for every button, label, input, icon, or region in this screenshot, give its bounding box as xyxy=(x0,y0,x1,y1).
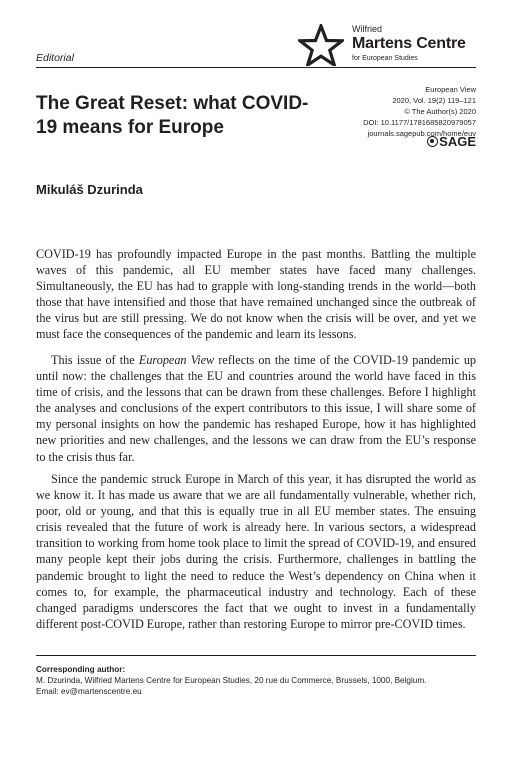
body-paragraph-3: Since the pandemic struck Europe in March of this year, it has disrupted the world as we know it. It has made us aware that we are all fundamentally vulnerable, whether rich, poor, old or young, and that this is equally true in all EU member states. The ensuing crisis revealed that the future of work is already here. In various sectors, a widespread transition to working from home took place to limit the spread of COVID-19, and ensured many people kept their jobs during the crisis. Furthermore, challenges in battling the pandemic brought to light the need to reduce the West’s dependency on China when it comes to, for example, the pharmaceutical industry and technology. Each of these changed paradigms underscores the fact that we ought to invest in a fundamentally different post-COVID Europe, rather than restoring Europe to mirror pre-COVID times. xyxy=(36,472,476,631)
section-label: Editorial xyxy=(36,52,74,64)
p2-rest: reflects on the time of the COVID-19 pandemic up until now: the challenges that the EU and countries around the world have faced in this time of crisis, and the lessons that can be drawn from these challenges. Before I highlight the analyses and conclusions of the expert contributors to this issue, I will share some of my personal insights on how the pandemic has reshaped Europe, how it has highlighted new priorities and new challenges, and the lessons we can draw from the EU’s response to the crisis thus far. xyxy=(36,353,477,464)
article-title: The Great Reset: what COVID-19 means for Europe xyxy=(36,93,309,138)
header-rule xyxy=(36,67,476,68)
journal-volume: 2020, Vol. 19(2) 119–121 xyxy=(392,96,476,105)
sage-wordmark: SAGE xyxy=(439,134,476,149)
journal-name: European View xyxy=(425,85,476,94)
corresponding-email[interactable]: Email: ev@martenscentre.eu xyxy=(36,687,142,696)
p2-intro: This issue of the xyxy=(51,353,139,367)
journal-copyright: © The Author(s) 2020 xyxy=(404,107,476,116)
corresponding-heading: Corresponding author: xyxy=(36,665,126,674)
logo-line-2: Martens Centre xyxy=(352,35,466,52)
journal-doi[interactable]: DOI: 10.1177/1781685820979057 xyxy=(363,118,476,127)
journal-info xyxy=(363,84,476,139)
star-icon xyxy=(298,24,344,66)
corresponding-author xyxy=(36,664,486,697)
p2-journal-title: European View xyxy=(138,353,215,367)
logo-line-1: Wilfried xyxy=(352,24,383,34)
corresponding-address: M. Dzurinda, Wilfried Martens Centre for European Studies, 20 rue du Commerce, Brussels, 1000, Belgium. xyxy=(36,676,427,685)
body-paragraph-2 xyxy=(36,352,476,465)
footer-rule xyxy=(36,655,476,656)
body-paragraph-1: COVID-19 has profoundly impacted Europe in the past months. Battling the multiple waves of this pandemic, all EU member states have faced many challenges. Simultaneously, the EU has had to grapple with long-standing trends in the world—both those that have intensified and those that have remained unchanged since the outbreak of the virus but are still pressing. We do not know when the crisis will be over, and yet we must face the consequences of the pandemic and learn its lessons. xyxy=(36,247,476,342)
journal-url[interactable]: journals.sagepub.com/home/euv xyxy=(367,129,476,138)
sage-logo xyxy=(427,134,476,149)
sage-ring-icon xyxy=(427,136,438,147)
logo-line-3: for European Studies xyxy=(352,55,418,62)
article-author: Mikuláš Dzurinda xyxy=(36,182,143,197)
publisher-logo xyxy=(298,22,478,68)
